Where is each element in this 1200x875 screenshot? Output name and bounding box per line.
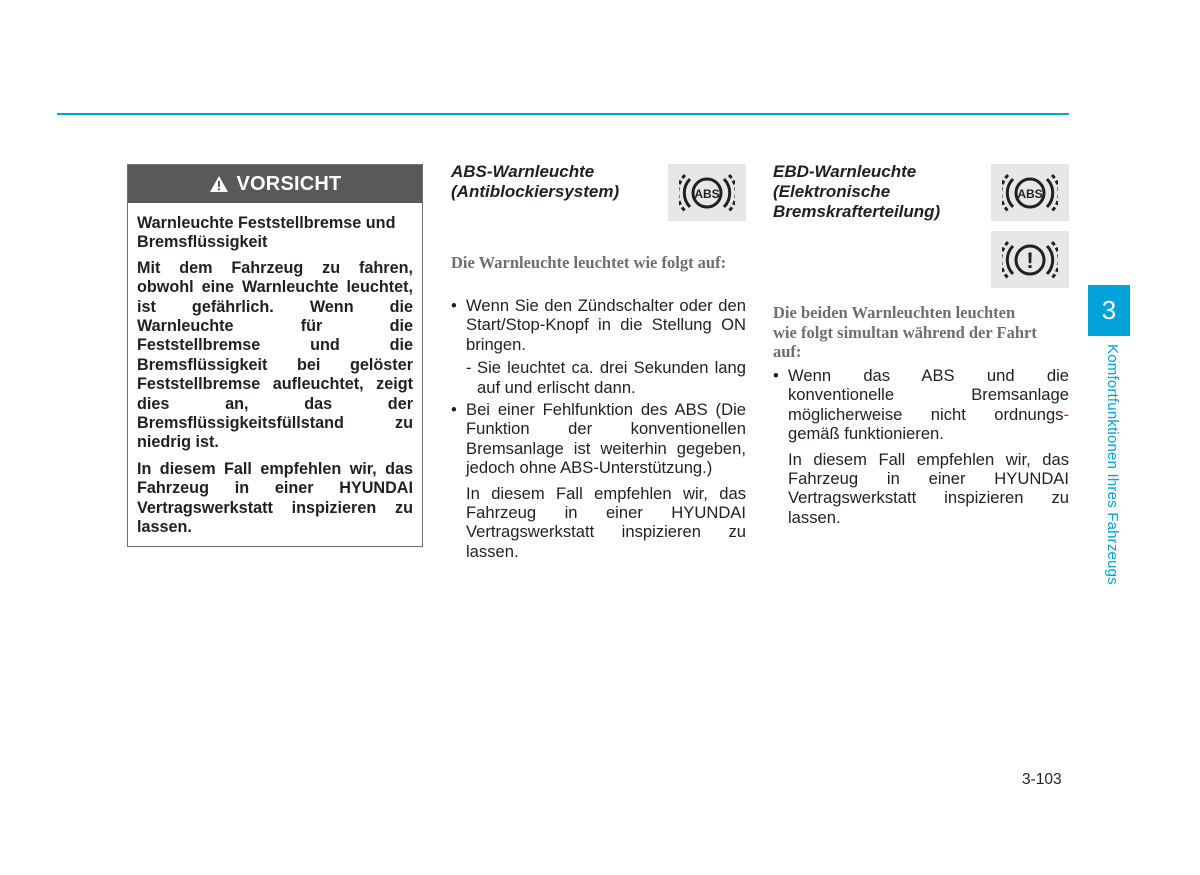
ebd-title-line-1: EBD-Warnleuchte bbox=[773, 162, 917, 181]
abs-title-line-2: (Antiblockiersystem) bbox=[451, 182, 620, 201]
ebd-bullet-1-text: Wenn das ABS und die konventionelle Bremsanlage möglicherweise nicht ordnungs bbox=[788, 366, 1069, 424]
abs-section-title bbox=[451, 162, 619, 202]
bullet-glyph: • bbox=[773, 366, 779, 385]
ebd-title-line-3: Bremskrafterteilung) bbox=[773, 202, 941, 221]
abs-bullet-2-text: Bei einer Fehlfunktion des ABS (Die Funktion der konventionellen Bremsanlage ist weiterhin gegeben, jedoch ohne ABS-Unterstützung.) bbox=[466, 400, 746, 478]
abs-warning-icon bbox=[679, 171, 735, 215]
dash-glyph: - bbox=[466, 358, 472, 378]
ebd-section-title bbox=[773, 162, 940, 222]
caution-body bbox=[128, 203, 422, 538]
abs-sub-text: Sie leuchtet ca. drei Sekunden lang auf und erlischt dann. bbox=[477, 358, 746, 397]
page-number: 3-103 bbox=[1022, 771, 1062, 788]
header-rule bbox=[57, 113, 1069, 115]
ebd-abs-icon-text: ABS bbox=[1017, 186, 1043, 201]
warning-triangle-icon bbox=[209, 175, 229, 193]
bullet-glyph: • bbox=[451, 296, 457, 315]
ebd-title-line-2: (Elektronische bbox=[773, 182, 891, 201]
bullet-glyph: • bbox=[451, 400, 457, 420]
abs-icon-text: ABS bbox=[694, 186, 720, 201]
chapter-title-vertical: Komfortfunktionen Ihres Fahrzeugs bbox=[1104, 344, 1121, 585]
abs-warning-icon bbox=[1002, 171, 1058, 215]
abs-sub-item bbox=[466, 358, 746, 397]
caution-paragraph-2: In diesem Fall empfehlen wir, das Fahrzeug in einer HYUNDAI Vertragswerkstatt inspizieren zu lassen. bbox=[137, 459, 413, 537]
abs-bullet-1 bbox=[451, 296, 746, 354]
hyphen-mark: - bbox=[1063, 404, 1069, 424]
ebd-body bbox=[773, 366, 1069, 527]
abs-bullet-2 bbox=[451, 400, 746, 478]
ebd-bullet-1-end: gemäß funktionieren. bbox=[788, 424, 944, 444]
abs-paragraph: In diesem Fall empfehlen wir, das Fahrzeug in einer HYUNDAI Vertragswerkstatt inspizieren zu lassen. bbox=[466, 483, 746, 561]
caution-box bbox=[127, 164, 423, 547]
abs-title-line-1: ABS-Warnleuchte bbox=[451, 162, 595, 181]
ebd-paragraph: In diesem Fall empfehlen wir, das Fahrzeug in einer HYUNDAI Vertragswerkstatt inspizieren zu lassen. bbox=[788, 449, 1069, 527]
ebd-bullet-1 bbox=[773, 366, 1069, 444]
abs-bullet-1-text: Wenn Sie den Zündschalter oder den Start/Stop-Knopf in die Stellung ON bringen. bbox=[466, 296, 746, 354]
caution-header bbox=[128, 165, 422, 203]
caution-title: Warnleuchte Feststellbremse und Bremsflüssigkeit bbox=[137, 214, 396, 252]
brake-warning-icon-box bbox=[991, 231, 1069, 288]
caution-paragraph-1: Mit dem Fahrzeug zu fahren, obwohl eine Warnleuchte leuchtet, ist gefährlich. Wenn die Warnleuchte für die Feststellbremse und die Bremsflüssigkeit bei gelöster Feststellbremse aufleuchtet, zeigt dies an, das der Bremsflüssigkeitsfüllstand zu niedrig ist. bbox=[137, 258, 413, 452]
brake-icon-text: ! bbox=[1026, 247, 1034, 273]
abs-warning-icon-box bbox=[668, 164, 746, 221]
caution-header-label: VORSICHT bbox=[236, 172, 342, 195]
brake-warning-icon bbox=[1002, 238, 1058, 282]
chapter-tab: 3 bbox=[1088, 285, 1130, 336]
abs-lead: Die Warnleuchte leuchtet wie folgt auf: bbox=[451, 253, 727, 272]
abs-body bbox=[451, 296, 746, 561]
ebd-lead: Die beiden Warnleuchten leuchten wie folgt simultan während der Fahrt auf: bbox=[773, 303, 1037, 361]
ebd-abs-icon-box bbox=[991, 164, 1069, 221]
